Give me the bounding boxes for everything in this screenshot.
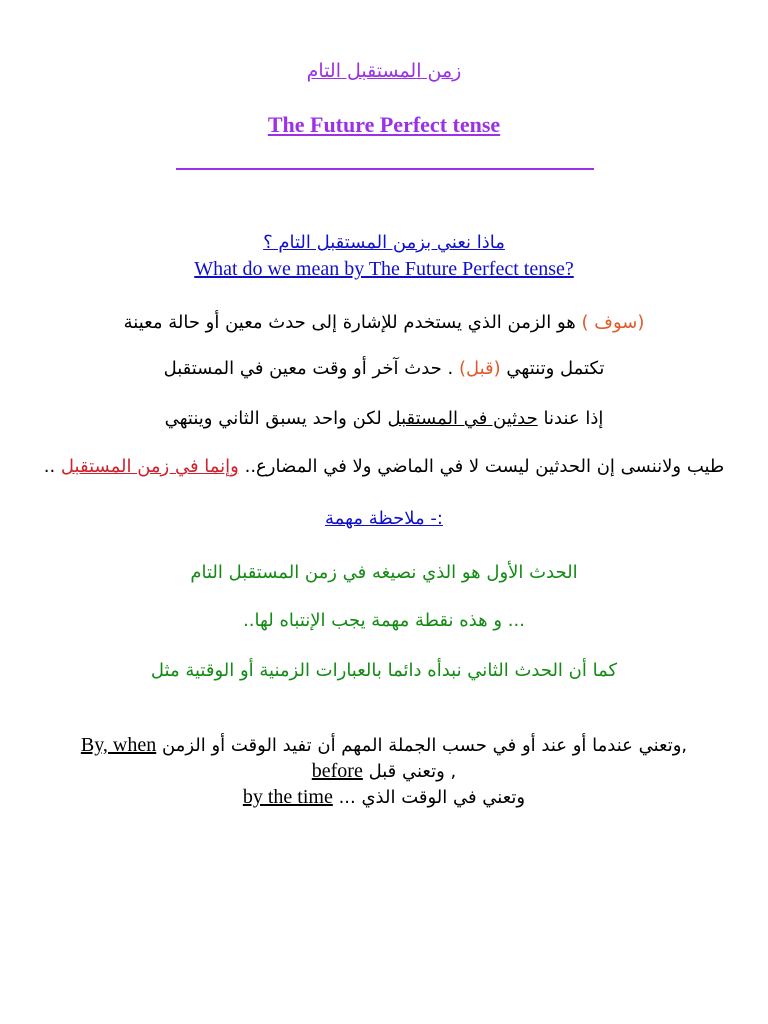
expression-1-meaning: ,وتعني عندما أو عند أو في حسب الجملة المهم أن تفيد الوقت أو الزمن (161, 735, 688, 756)
note-line-2: ... و هذه نقطة مهمة يجب الإنتباه لها.. (243, 610, 525, 631)
definition-line-2-text-b: . حدث آخر أو وقت معين في المستقبل (163, 358, 454, 379)
future-tense-phrase: وإنما في زمن المستقبل (60, 456, 239, 477)
english-title: The Future Perfect tense (267, 112, 501, 137)
expression-line-1 (0, 734, 768, 757)
expression-2-meaning: , وتعني قبل (368, 761, 457, 782)
expression-3-term: by the time (242, 786, 333, 808)
title-divider (176, 168, 594, 170)
qabl-word: (قبل) (458, 358, 501, 379)
definition-line-2-text-a: تكتمل وتنتهي (506, 358, 605, 379)
definition-line-1-text: هو الزمن الذي يستخدم للإشارة إلى حدث معين أو حالة معينة (123, 312, 576, 333)
definition-line-3-text-c: إذا عندنا (543, 408, 604, 429)
two-events-phrase: حدثين في المستقبل (387, 408, 538, 429)
expression-line-2 (0, 760, 768, 783)
definition-line-2 (0, 358, 768, 379)
sawfa-word: (سوف ) (581, 312, 645, 333)
definition-line-4-text-a: .. (43, 456, 56, 477)
expression-3-meaning: وتعني في الوقت الذي ... (338, 787, 526, 808)
expression-1-term: By, when (80, 734, 157, 756)
note-line-1: الحدث الأول هو الذي نصيغه في زمن المستقبل التام (190, 562, 578, 583)
definition-line-1 (0, 312, 768, 333)
definition-line-3-text-a: لكن واحد يسبق الثاني وينتهي (164, 408, 382, 429)
definition-line-3 (0, 408, 768, 429)
note-heading: :- ملاحظة مهمة (325, 508, 443, 529)
arabic-question: ماذا نعني بزمن المستقبل التام ؟ (263, 232, 505, 253)
expression-line-3 (0, 786, 768, 809)
expression-2-term: before (311, 760, 363, 782)
note-line-3: كما أن الحدث الثاني نبدأه دائما بالعبارات الزمنية أو الوقتية مثل (150, 660, 618, 681)
arabic-title: زمن المستقبل التام (306, 60, 462, 82)
definition-line-4 (0, 456, 768, 477)
english-question: What do we mean by The Future Perfect tense? (194, 258, 574, 280)
definition-line-4-text-c: طيب ولاننسى إن الحدثين ليست لا في الماضي ولا في المضارع.. (244, 456, 725, 477)
